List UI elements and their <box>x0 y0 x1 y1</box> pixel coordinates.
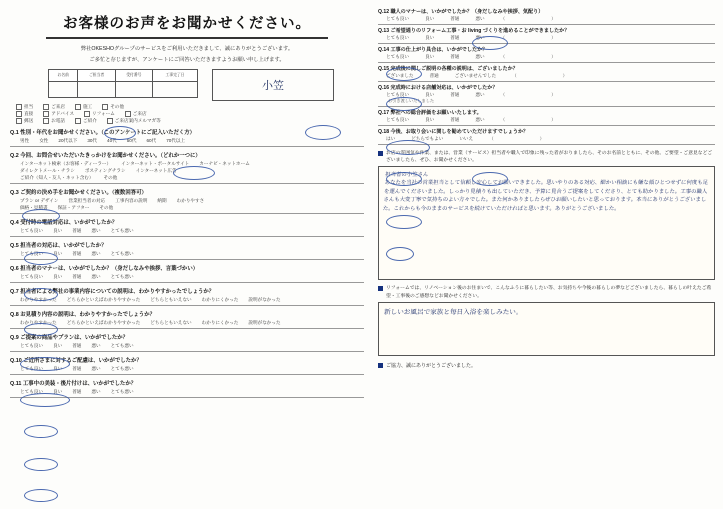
option[interactable]: 普通 <box>450 16 460 21</box>
option[interactable]: とても良い <box>386 35 409 40</box>
question-number: Q.15 <box>378 66 390 72</box>
option[interactable]: とても良い <box>20 343 43 349</box>
divider <box>10 213 364 214</box>
question-heading <box>378 65 715 72</box>
checkbox-label: 施工 <box>83 104 93 110</box>
question-heading <box>378 128 715 135</box>
option[interactable]: 60代 <box>146 138 157 144</box>
option[interactable]: 悪い <box>475 35 485 40</box>
question-text: 性別・年代をお聞かせください。（このアンケートにご記入いただく方） <box>20 130 196 137</box>
question-heading <box>10 356 364 364</box>
intro-line-2: ご多忙と存じますが、アンケートにご回答いただきますようお願い申し上げます。 <box>89 57 285 64</box>
option[interactable]: とても良い <box>386 92 409 97</box>
option[interactable]: 良い <box>52 389 63 395</box>
customer-name-area <box>206 69 364 101</box>
free-answer-paren[interactable]: （ ） <box>500 35 556 40</box>
option[interactable]: 良い <box>424 92 435 97</box>
question-number: Q.11 <box>10 381 22 388</box>
question-heading <box>10 264 364 272</box>
right-column <box>372 0 723 509</box>
question-q1 <box>10 128 364 147</box>
checkbox-option[interactable] <box>16 111 33 117</box>
question-number: Q.7 <box>10 289 19 296</box>
divider <box>10 305 364 306</box>
checkbox-label: 直接 <box>24 111 34 117</box>
question-text: ご契約の決め手をお聞かせください。（複数回答可） <box>20 190 147 197</box>
option[interactable]: わかりやすさ <box>176 198 205 204</box>
option[interactable]: ご紹介（知人・友人・ネット含む） <box>20 175 94 181</box>
question-options <box>10 388 364 395</box>
option[interactable]: どちらかといえばわかりやすかった <box>66 297 141 303</box>
option[interactable]: とても良い <box>386 16 409 21</box>
question-q10 <box>10 356 364 375</box>
checkbox-icon <box>107 118 113 124</box>
option[interactable]: とても良い <box>20 251 43 257</box>
divider <box>10 146 364 147</box>
question-heading <box>10 241 364 249</box>
option[interactable]: とても悪い <box>110 366 134 372</box>
option[interactable]: 悪い <box>91 343 101 349</box>
free-answer-paren[interactable]: （ ） <box>500 54 556 59</box>
option[interactable]: 普通 <box>72 228 82 234</box>
option[interactable]: 良い <box>424 117 435 122</box>
option[interactable]: 40代 <box>107 138 117 144</box>
question-q13 <box>378 27 715 44</box>
divider <box>378 144 715 145</box>
checkbox-icon <box>102 104 108 110</box>
question-heading <box>378 46 715 53</box>
option[interactable]: わかりやすかった <box>20 320 57 326</box>
option[interactable]: 悪い <box>475 117 485 122</box>
pen-circle-mark <box>24 425 58 438</box>
pen-circle-mark <box>24 489 58 502</box>
option[interactable]: 悪い <box>91 228 101 234</box>
option[interactable]: とても良い <box>386 54 409 59</box>
free-comment-prompt-1 <box>378 150 715 164</box>
option[interactable]: 工事内容の説明 <box>115 198 148 204</box>
option[interactable]: とても良い <box>386 117 409 122</box>
option[interactable]: ございませんでした <box>454 73 497 78</box>
question-text: ご希望通りのリフォーム工事・お living づくりを進めることができましたか？ <box>390 28 570 34</box>
page-title: お客様のお声をお聞かせください。 <box>63 16 311 32</box>
question-options <box>10 365 364 372</box>
question-options <box>378 35 715 41</box>
checkbox-icon <box>16 111 22 117</box>
header-col-2: 受付番号 <box>115 70 152 82</box>
closing-text: ご協力、誠にありがとうございました。 <box>386 362 477 369</box>
option[interactable]: 悪い <box>475 16 485 21</box>
free-answer-paren[interactable]: （ ） <box>500 92 556 97</box>
bullet-icon <box>378 363 383 368</box>
option[interactable]: 20代以下 <box>58 138 78 144</box>
question-heading <box>10 218 364 226</box>
question-options <box>10 250 364 257</box>
checkbox-label: 郵送 <box>24 118 34 124</box>
option[interactable]: ポスティングチラシ <box>84 168 126 174</box>
checkbox-label: ご来店 <box>51 104 65 110</box>
question-options <box>10 342 364 349</box>
option[interactable]: とても悪い <box>110 228 134 234</box>
question-q9 <box>10 333 364 352</box>
option[interactable]: 70代以上 <box>166 138 186 144</box>
question-text: 完成後に関しご説明の各種の説明は、ございましたか？ <box>390 66 518 72</box>
question-options <box>378 73 715 79</box>
option[interactable]: ダイレクトメール・チラシ <box>20 168 75 174</box>
divider <box>378 43 715 44</box>
option[interactable]: 良い <box>52 274 63 280</box>
option[interactable]: インターネット広告 <box>135 168 177 174</box>
question-number: Q.9 <box>10 335 19 342</box>
question-q17 <box>378 109 715 126</box>
option[interactable]: 悪い <box>475 92 485 97</box>
option[interactable]: とても良い <box>20 228 43 234</box>
divider <box>10 282 364 283</box>
checkbox-option[interactable] <box>43 118 65 124</box>
question-heading <box>378 109 715 116</box>
checkbox-option[interactable] <box>43 111 74 117</box>
option[interactable]: 良い <box>52 366 63 372</box>
option[interactable]: 普通 <box>450 54 460 59</box>
option[interactable]: とても悪い <box>110 274 134 280</box>
option[interactable]: 保証・アフター <box>57 205 90 211</box>
question-heading <box>10 188 364 196</box>
checkbox-option[interactable] <box>107 118 161 124</box>
divider <box>378 106 715 107</box>
checkbox-icon <box>75 118 81 124</box>
question-number: Q.5 <box>10 243 19 250</box>
customer-name-value: 小笠 <box>212 69 334 101</box>
header-val-0[interactable] <box>49 82 78 98</box>
question-q8 <box>10 310 364 329</box>
question-text: 今回、お問合せいただいたきっかけをお聞かせください。（どれか一つに） <box>20 153 201 160</box>
question-text: 弊社への総合評価をお願いいたします。 <box>390 110 482 116</box>
checkbox-label: 担当 <box>24 104 34 110</box>
sub-note: お引き渡しいたしました <box>388 98 435 103</box>
question-q11 <box>10 379 364 398</box>
question-text: 職人のマナーは、いかがでしたか？（身だしなみや挨拶、気配り） <box>390 9 544 15</box>
free-answer-paren[interactable]: （ ） <box>489 136 545 141</box>
option[interactable]: わかりにくかった <box>201 297 239 303</box>
option[interactable]: 良い <box>52 251 63 257</box>
free-comment-prompt-2 <box>378 285 715 299</box>
question-options <box>10 160 364 167</box>
option[interactable]: はい <box>386 136 396 141</box>
header-val-3[interactable] <box>152 82 197 98</box>
option[interactable]: どちらでもよい <box>411 136 444 141</box>
question-number: Q.14 <box>378 47 390 53</box>
question-text: お見積り内容の説明は、わかりやすかったでしょうか？ <box>20 312 155 319</box>
option[interactable]: 普通 <box>72 389 82 395</box>
divider <box>378 125 715 126</box>
header-val-1[interactable] <box>78 82 115 98</box>
checkbox-icon <box>125 111 131 117</box>
question-text: 工事の仕上がり具合は、いかがでしたか？ <box>390 47 488 53</box>
option[interactable]: とても良い <box>20 366 43 372</box>
question-q7 <box>10 287 364 306</box>
option[interactable]: いいえ <box>459 136 474 141</box>
option[interactable]: 納期 <box>157 198 167 204</box>
checkbox-label: お電話 <box>51 118 65 124</box>
option[interactable]: 説明がなかった <box>248 297 281 303</box>
option[interactable]: ございました <box>386 73 414 78</box>
closing-note <box>378 362 715 369</box>
question-number: Q.12 <box>378 9 390 15</box>
free-answer-paren[interactable]: （ ） <box>500 16 556 21</box>
question-text: 今後、お取り会いに関しを勧めていただけますでしょうか？ <box>390 129 529 135</box>
option[interactable]: 良い <box>424 16 435 21</box>
question-q14 <box>378 46 715 63</box>
option[interactable]: 普通 <box>72 251 82 257</box>
question-q2 <box>10 151 364 184</box>
option[interactable]: 男性 <box>20 138 30 144</box>
header-col-1: ご担当者 <box>78 70 115 82</box>
question-text: 担当者による弊社の事業内容についての説明は、わかりやすかったでしょうか？ <box>20 289 215 296</box>
option[interactable]: どちらかといえばわかりやすかった <box>66 320 141 326</box>
option[interactable]: カーナビ・ネットホーム <box>199 161 250 167</box>
prompt-text: リフォームでは、リノベーション後のお住まいで、こんなふうに暮らしたい等、お気持ちや今後の暮らしの夢などございましたら、暮らしの叶えたご希望・工事後のご感想などお聞かせください。 <box>386 286 712 299</box>
checkbox-label: ご来店 <box>132 111 147 117</box>
intro-line-1: 弊社OKESHOグループのサービスをご利用いただきまして、誠にありがとうございます。 <box>80 46 294 52</box>
checkbox-option[interactable] <box>16 118 33 124</box>
option[interactable]: 普通 <box>450 35 460 40</box>
question-options <box>378 117 715 123</box>
question-q16 <box>378 84 715 107</box>
divider <box>10 259 364 260</box>
question-heading <box>10 379 364 387</box>
free-comment-box-2[interactable] <box>378 302 715 356</box>
question-options <box>378 54 715 60</box>
checkbox-label: アドバイス <box>51 111 75 117</box>
question-text: 完成時における店舗対応は、いかがでしたか？ <box>390 85 498 91</box>
divider <box>10 328 364 329</box>
option[interactable]: わかりにくかった <box>201 320 239 326</box>
question-heading <box>10 287 364 295</box>
option[interactable]: どちらともいえない <box>150 297 192 303</box>
free-answer-paren[interactable]: （ ） <box>500 117 556 122</box>
divider <box>378 62 715 63</box>
option[interactable]: とても悪い <box>110 343 134 349</box>
checkbox-option[interactable] <box>16 104 33 110</box>
question-options-2 <box>10 204 364 211</box>
question-heading <box>378 84 715 91</box>
option[interactable]: 良い <box>52 343 63 349</box>
question-q5 <box>10 241 364 260</box>
checkbox-option[interactable] <box>43 104 65 110</box>
question-number: Q.2 <box>10 153 19 160</box>
question-text: 担当者の対応は、いかがでしたか？ <box>20 243 107 250</box>
option[interactable]: とても悪い <box>110 251 134 257</box>
option[interactable]: 悪い <box>91 366 101 372</box>
question-options <box>10 137 364 144</box>
option[interactable]: 50代 <box>126 138 137 144</box>
option[interactable]: 価格・見積書 <box>20 205 48 211</box>
checkbox-icon <box>16 118 22 124</box>
header-table <box>48 69 198 98</box>
question-number: Q.4 <box>10 220 19 227</box>
question-text: 担当者のマナーは、いかがでしたか？（身だしなみや挨拶、言葉づかい） <box>20 266 199 273</box>
option[interactable]: わかりやすかった <box>20 297 57 303</box>
option[interactable]: とても良い <box>20 274 43 280</box>
checkbox-icon <box>43 118 49 124</box>
option[interactable]: 普通 <box>429 73 439 78</box>
option[interactable]: 悪い <box>475 54 485 59</box>
checkbox-option[interactable] <box>75 104 92 110</box>
question-options <box>10 319 364 326</box>
option[interactable]: 悪い <box>91 389 101 395</box>
option[interactable]: インターネット・ポータルサイト <box>121 161 190 167</box>
option[interactable]: 営業担当者の対応 <box>68 198 106 204</box>
option[interactable]: 良い <box>424 54 435 59</box>
header-block <box>10 69 364 101</box>
checkbox-icon <box>16 104 22 110</box>
header-col-0: お名前 <box>49 70 78 82</box>
divider <box>10 236 364 237</box>
checkbox-icon <box>43 104 49 110</box>
divider <box>10 351 364 352</box>
question-heading <box>10 310 364 318</box>
question-options <box>10 227 364 234</box>
title-underline <box>46 37 328 39</box>
option[interactable]: 良い <box>424 35 435 40</box>
question-options <box>378 16 715 22</box>
header-fields <box>10 69 206 98</box>
question-text: ご近所さまに対するご配慮は、いかがでしたか？ <box>23 358 142 365</box>
question-heading <box>10 151 364 159</box>
free-answer-paren[interactable]: （ ） <box>512 73 568 78</box>
option[interactable]: 普通 <box>450 92 460 97</box>
question-number: Q.18 <box>378 129 390 135</box>
option[interactable]: 悪い <box>91 251 101 257</box>
option[interactable]: とても良い <box>20 389 43 395</box>
question-q3 <box>10 188 364 214</box>
question-number: Q.13 <box>378 28 390 34</box>
question-number: Q.8 <box>10 312 19 319</box>
handwriting-text: 新しいお風呂で家族と毎日入浴を楽しみたい。 <box>383 307 523 316</box>
pen-circle-mark <box>24 458 58 471</box>
option[interactable]: とても悪い <box>110 389 134 395</box>
option[interactable]: 悪い <box>91 274 101 280</box>
option[interactable]: 良い <box>52 228 63 234</box>
question-number: Q.16 <box>378 85 390 91</box>
free-comment-box-1[interactable] <box>378 166 715 280</box>
question-q18 <box>378 128 715 145</box>
check-row-1 <box>16 104 364 110</box>
question-text: 工事中の美装・後片付けは、いかがでしたか？ <box>22 381 137 388</box>
checkbox-label: ご紹介 <box>83 118 97 124</box>
question-heading <box>378 27 715 34</box>
divider <box>10 374 364 375</box>
option[interactable]: プラン or デザイン <box>20 198 59 204</box>
question-options <box>10 296 364 303</box>
question-options <box>10 197 364 204</box>
question-q15 <box>378 65 715 82</box>
option[interactable]: 普通 <box>72 366 82 372</box>
header-val-2[interactable] <box>115 82 152 98</box>
question-heading <box>10 333 364 341</box>
question-heading <box>378 8 715 15</box>
question-q4 <box>10 218 364 237</box>
question-number: Q.1 <box>10 130 19 137</box>
question-text: 受付時の電話対応は、いかがでしたか？ <box>20 220 118 227</box>
question-options <box>378 136 715 142</box>
option[interactable]: インターネット検索（お客様・ディーラー） <box>20 161 112 167</box>
option[interactable]: 女性 <box>39 138 49 144</box>
question-options-2 <box>10 167 364 174</box>
checkbox-icon <box>75 104 81 110</box>
option[interactable]: 普通 <box>450 117 460 122</box>
divider <box>10 183 364 184</box>
option[interactable]: 普通 <box>72 343 82 349</box>
header-col-3: 工事完了日 <box>152 70 197 82</box>
option[interactable]: 普通 <box>72 274 82 280</box>
question-q6 <box>10 264 364 283</box>
checkbox-label: その他 <box>110 104 124 110</box>
question-heading <box>10 128 364 136</box>
question-number: Q.3 <box>10 190 19 197</box>
option[interactable]: 30代 <box>87 138 98 144</box>
option[interactable]: その他 <box>103 175 118 181</box>
bullet-icon <box>378 286 383 291</box>
checkbox-option[interactable] <box>75 118 97 124</box>
option[interactable]: どちらともいえない <box>150 320 192 326</box>
option[interactable]: その他 <box>99 205 114 211</box>
bullet-icon <box>378 151 383 156</box>
check-row-3 <box>16 118 364 124</box>
divider <box>10 397 364 398</box>
question-text: ご提案の商品やプランは、いかがでしたか？ <box>20 335 129 342</box>
checkbox-icon <box>43 111 49 117</box>
checkbox-icon <box>84 111 90 117</box>
checkbox-option[interactable] <box>102 104 124 110</box>
question-options-3 <box>10 174 364 181</box>
checkbox-option[interactable] <box>125 111 147 117</box>
question-number: Q.10 <box>10 358 22 365</box>
divider <box>378 24 715 25</box>
question-q12 <box>378 8 715 25</box>
check-row-2 <box>16 111 364 117</box>
checkbox-label: リフォーム <box>92 111 115 117</box>
divider <box>378 81 715 82</box>
prompt-text: お店の雰囲気や作業、または、営業（サービス）担当者や職人で印象に残った者がおりましたら、そのお名前とともに、その他、ご要望・ご意見などございましたら、ぜひ、お聞かせください。 <box>386 151 713 164</box>
handwriting-text: 担当者の小笠さん あなたを当社の営業担当として信頼し安心してお願いできました。思いやりのある対応、細かい相談にも嫌な顔ひとつせずに何度も足を運んでくださいました。しっかり見積りも出していただき、予算に見合うご提案をしてくださり、とても助かりました。工事の職人さんも大変丁寧で気持ちのよい方々でした。また何かありましたらぜひお願いしたいと思っております。本当にありがとうございました。これからも今のままのサービスを続けていただければと思います。ありがとうございました。 <box>382 172 709 212</box>
checkbox-label: ご来店案内メルマガ等 <box>114 118 161 124</box>
option[interactable]: 説明がなかった <box>248 320 281 326</box>
checkbox-option[interactable] <box>84 111 115 117</box>
question-options <box>10 273 364 280</box>
question-number: Q.17 <box>378 110 390 116</box>
question-number: Q.6 <box>10 266 19 273</box>
